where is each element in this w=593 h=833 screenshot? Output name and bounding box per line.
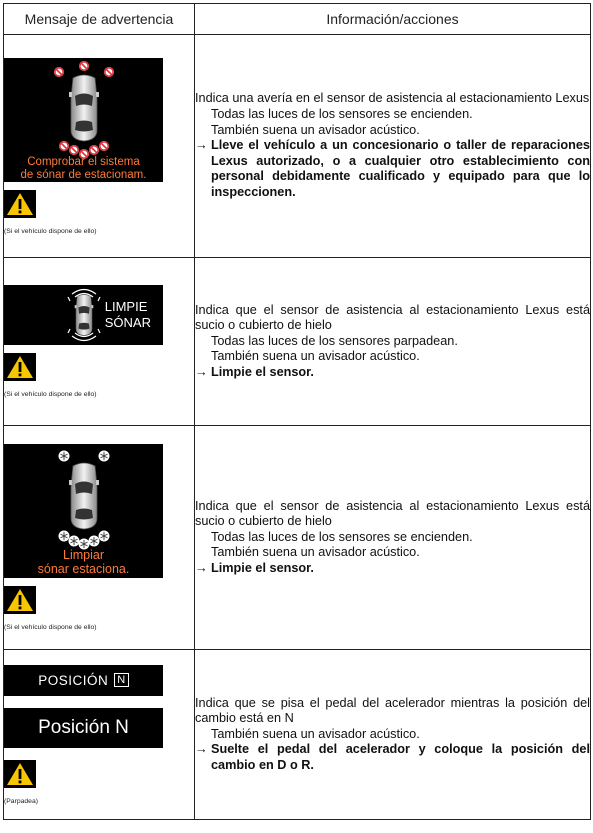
info-description: Indica una avería en el sensor de asistencia al estacionamiento Lexus bbox=[195, 91, 590, 106]
info-cell bbox=[195, 426, 591, 650]
info-detail: Todas las luces de los sensores se encienden. bbox=[211, 107, 473, 122]
info-detail: También suena un avisador acústico. bbox=[211, 349, 420, 364]
info-detail: También suena un avisador acústico. bbox=[211, 122, 420, 137]
arrow-icon: → bbox=[195, 364, 208, 379]
table-header-row bbox=[4, 4, 591, 35]
action-text: Lleve el vehículo a un concesionario o taller de reparaciones Lexus autorizado, o a cualquier otro establecimiento con personal debidamente cualificado y equipado para que lo inspeccionen. bbox=[211, 138, 590, 199]
info-description: Indica que el sensor de asistencia al estacionamiento Lexus está sucio o cubierto de hielo bbox=[195, 302, 590, 333]
prohibited-sensor-icon bbox=[54, 67, 64, 77]
warning-triangle-icon bbox=[4, 586, 36, 614]
action-text: Limpie el sensor. bbox=[211, 560, 314, 575]
table-row bbox=[4, 650, 591, 820]
message-cell bbox=[4, 258, 195, 426]
table-row bbox=[4, 258, 591, 426]
display-screen-ice-sensor bbox=[4, 444, 163, 578]
screen-caption: Comprobar el sistema de sónar de estacionam. bbox=[20, 155, 147, 181]
arrow-icon: → bbox=[195, 138, 208, 153]
blink-note: (Parpadea) bbox=[4, 797, 39, 805]
display-screen-position-large: Posición N bbox=[4, 708, 163, 748]
action-item bbox=[195, 742, 590, 773]
info-description: Indica que se pisa el pedal del acelerador mientras la posición del cambio está en N bbox=[195, 695, 590, 726]
arrow-icon: → bbox=[195, 560, 208, 575]
warning-triangle-icon bbox=[4, 760, 36, 788]
screen-caption: Limpiar sónar estaciona. bbox=[37, 548, 130, 576]
action-item bbox=[195, 138, 590, 200]
message-cell bbox=[4, 426, 195, 650]
table-row bbox=[4, 426, 591, 650]
info-detail: También suena un avisador acústico. bbox=[211, 545, 420, 560]
warning-messages-table bbox=[3, 3, 591, 820]
arrow-icon: → bbox=[195, 742, 208, 757]
availability-note: (Si el vehículo dispone de ello) bbox=[4, 391, 97, 398]
info-detail: También suena un avisador acústico. bbox=[211, 726, 420, 741]
snowflake-sensor-icon bbox=[59, 451, 70, 462]
info-description: Indica que el sensor de asistencia al estacionamiento Lexus está sucio o cubierto de hielo bbox=[195, 498, 590, 529]
warning-triangle-icon bbox=[4, 190, 36, 218]
availability-note: (Si el vehículo dispone de ello) bbox=[4, 624, 97, 631]
display-screen-clean-sonar bbox=[4, 285, 163, 345]
screen-caption: LIMPIE SÓNAR bbox=[104, 299, 151, 330]
action-item bbox=[195, 561, 590, 577]
header-warning-message: Mensaje de advertencia bbox=[4, 4, 195, 35]
message-cell bbox=[4, 650, 195, 820]
action-text: Suelte el pedal del acelerador y coloque la posición del cambio en D o R. bbox=[211, 742, 590, 772]
gear-n-indicator: N bbox=[114, 673, 128, 687]
header-information-actions: Información/acciones bbox=[195, 4, 591, 35]
info-cell bbox=[195, 650, 591, 820]
info-cell bbox=[195, 258, 591, 426]
availability-note: (Si el vehículo dispone de ello) bbox=[4, 227, 97, 235]
warning-triangle-icon bbox=[4, 353, 36, 381]
display-screen-position-small: POSICIÓN N bbox=[4, 665, 163, 696]
info-detail: Todas las luces de los sensores parpadean. bbox=[211, 333, 458, 348]
action-text: Limpie el sensor. bbox=[211, 364, 314, 379]
info-cell bbox=[195, 35, 591, 258]
message-cell bbox=[4, 35, 195, 258]
action-item bbox=[195, 365, 590, 381]
info-detail: Todas las luces de los sensores se encienden. bbox=[211, 529, 473, 544]
table-row bbox=[4, 35, 591, 258]
display-screen-sensor-fault bbox=[4, 58, 163, 182]
